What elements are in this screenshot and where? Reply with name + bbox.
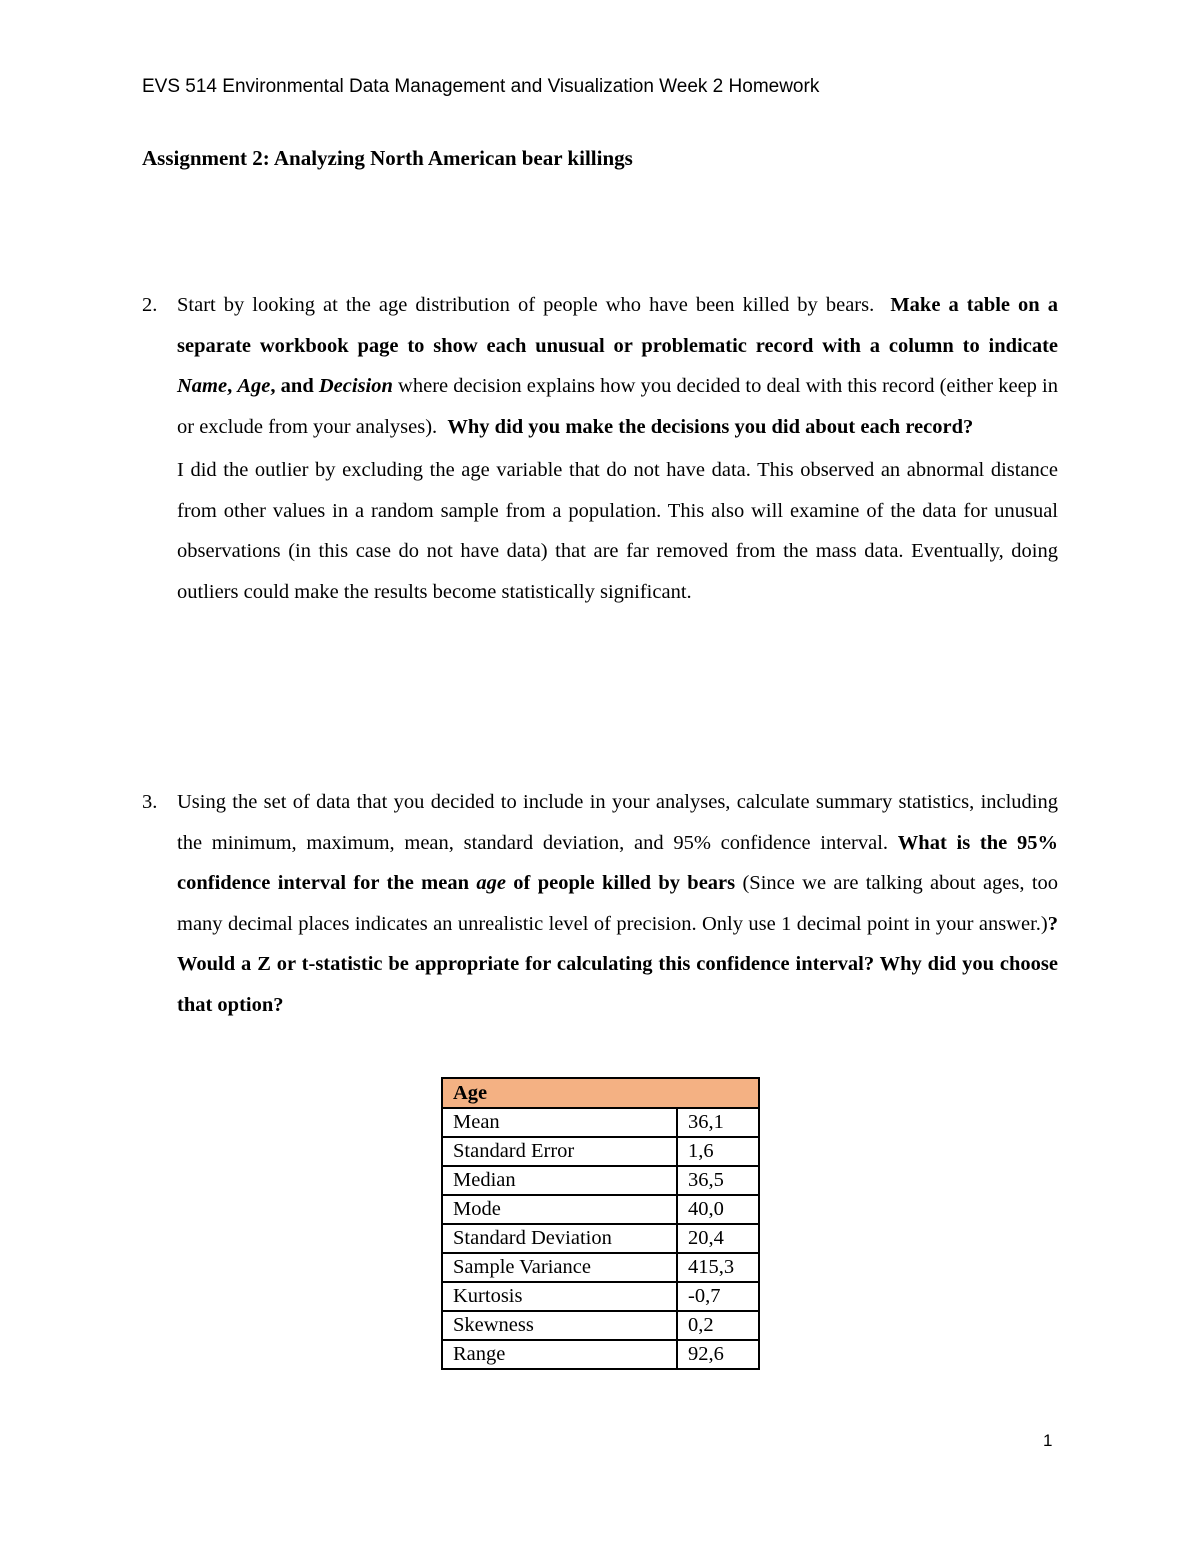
question-sentence: Using the set of data that you decided to include in your analyses, calculate summary statistics, including the minimum, maximum, mean, standard deviation, and 95% confidence interval. (177, 791, 1058, 854)
stat-label: Median (442, 1166, 677, 1195)
table-row (442, 1224, 759, 1253)
table-header-row (442, 1078, 759, 1108)
stat-value: 36,1 (677, 1108, 759, 1137)
question-prompt: Why did you make the decisions you did about each record? (447, 415, 974, 438)
stat-value: 36,5 (677, 1166, 759, 1195)
question-number: 2. (142, 294, 158, 316)
punctuation: , (227, 375, 233, 397)
question-text (177, 782, 1058, 1025)
stat-value: -0,7 (677, 1282, 759, 1311)
answer-text: I did the outlier by excluding the age variable that do not have data. This observed an abnormal distance from other values in a random sample from a population. This also will examine of the data for unusual observations (in this case do not have data) that are far removed from the mass data. Eventually, doing outliers could make the results become statistically significant. (177, 459, 1058, 603)
stat-value: 20,4 (677, 1224, 759, 1253)
table-row (442, 1282, 759, 1311)
stat-label: Standard Deviation (442, 1224, 677, 1253)
table-row (442, 1137, 759, 1166)
question-2 (142, 285, 1058, 612)
stat-value: 40,0 (677, 1195, 759, 1224)
column-decision-label: Decision (318, 375, 393, 397)
question-prompt-end: of people killed by bears (513, 872, 736, 894)
table-row (442, 1311, 759, 1340)
table-row (442, 1195, 759, 1224)
table-header-cell: Age (442, 1078, 759, 1108)
question-3 (142, 782, 1058, 1025)
conjunction: , and (270, 375, 314, 397)
question-prompt-followup: ? Would a Z or t-statistic be appropriate for calculating this confidence interval? Why did you choose that option? (177, 912, 1058, 1016)
question-instruction: Make a table on a separate workbook page to show each unusual or problematic record with a column to indicate (177, 294, 1058, 357)
column-name-label: Name (177, 375, 228, 397)
stat-value: 1,6 (677, 1137, 759, 1166)
question-sentence: Start by looking at the age distribution of people who have been killed by bears. (177, 294, 875, 316)
question-number: 3. (142, 791, 158, 813)
stat-label: Range (442, 1340, 677, 1369)
emphasized-age: age (476, 872, 506, 894)
page-header: EVS 514 Environmental Data Management and Visualization Week 2 Homework (142, 76, 820, 97)
stat-value: 415,3 (677, 1253, 759, 1282)
stat-label: Mean (442, 1108, 677, 1137)
stat-value: 92,6 (677, 1340, 759, 1369)
stat-label: Sample Variance (442, 1253, 677, 1282)
column-age-label: Age (237, 375, 271, 397)
question-text (177, 285, 1058, 447)
precision-note: (Since we are talking about ages, too many decimal places indicates an unrealistic level of precision. Only use 1 decimal point in your answer.) (177, 872, 1059, 935)
question-prompt: What is the 95% confidence interval for the mean (177, 831, 1059, 894)
table-row (442, 1166, 759, 1195)
page-number: 1 (1043, 1431, 1053, 1450)
table-row (442, 1108, 759, 1137)
stat-label: Kurtosis (442, 1282, 677, 1311)
summary-statistics-table (441, 1077, 760, 1370)
stat-label: Standard Error (442, 1137, 677, 1166)
decision-explanation: where decision explains how you decided to deal with this record (either keep in or exclude from your analyses). (177, 375, 1058, 438)
table-row (442, 1253, 759, 1282)
stat-value: 0,2 (677, 1311, 759, 1340)
stat-label: Mode (442, 1195, 677, 1224)
table-row (442, 1340, 759, 1369)
stat-label: Skewness (442, 1311, 677, 1340)
assignment-title: Assignment 2: Analyzing North American bear killings (142, 146, 633, 170)
